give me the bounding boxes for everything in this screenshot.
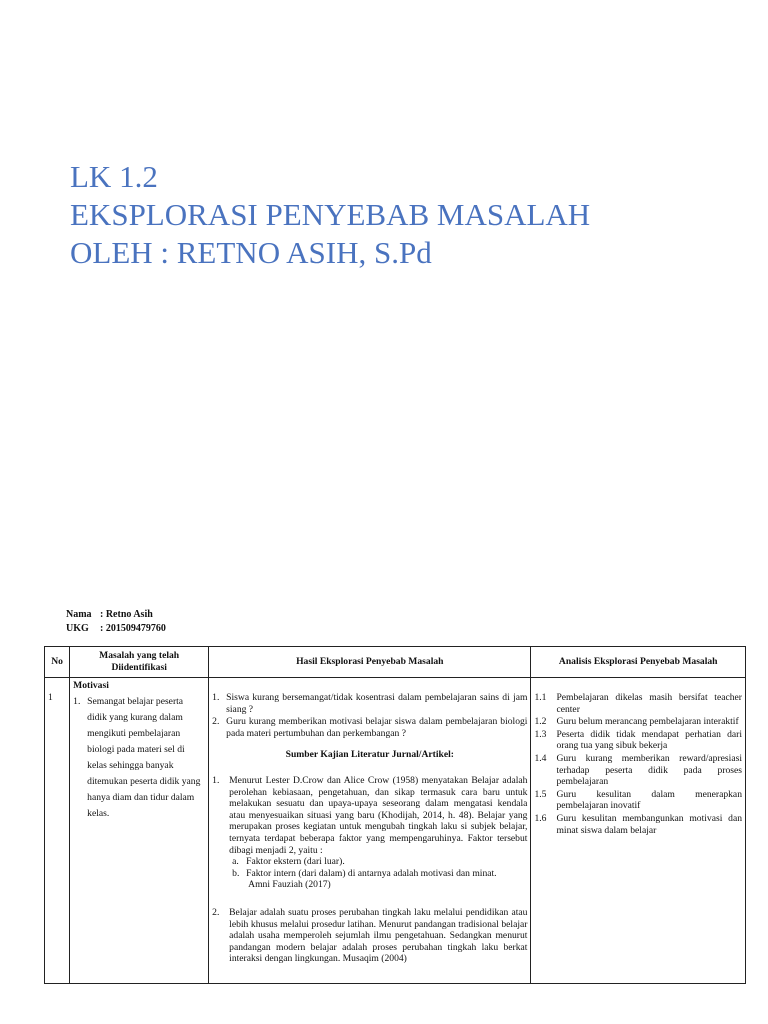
masalah-item-number: 1. bbox=[73, 695, 81, 707]
table-header-row bbox=[45, 647, 746, 678]
literature-entry-number: 2. bbox=[212, 906, 220, 918]
hasil-question-number: 1. bbox=[212, 692, 220, 703]
analisis-item-number: 1.6 bbox=[534, 812, 547, 824]
analisis-item bbox=[534, 716, 742, 728]
hasil-question-text: Guru kurang memberikan motivasi belajar siswa dalam pembelajaran biologi pada materi pertumbuhan dan perkembangan ? bbox=[226, 716, 528, 739]
sumber-heading: Sumber Kajian Literatur Jurnal/Artikel: bbox=[285, 749, 454, 761]
masalah-list bbox=[73, 694, 205, 822]
hasil-question bbox=[212, 716, 527, 739]
title-line-3: OLEH : RETNO ASIH, S.Pd bbox=[70, 235, 432, 270]
factor-list bbox=[212, 856, 527, 879]
header-analisis: Analisis Eksplorasi Penyebab Masalah bbox=[531, 647, 746, 678]
analisis-item-text: Pembelajaran dikelas masih bersifat teacher center bbox=[556, 692, 742, 715]
nama-value: : Retno Asih bbox=[100, 609, 153, 620]
analisis-list bbox=[534, 692, 742, 836]
literature-entry bbox=[212, 775, 527, 856]
analisis-item-text: Guru kurang memberikan reward/apresiasi terhadap peserta didik pada proses pembelajaran bbox=[556, 752, 742, 788]
header-no: No bbox=[45, 647, 70, 678]
analisis-item-number: 1.4 bbox=[534, 752, 547, 764]
analisis-item bbox=[534, 813, 742, 836]
row-number: 1 bbox=[45, 678, 70, 984]
analisis-cell bbox=[531, 678, 746, 984]
hasil-question-number: 2. bbox=[212, 716, 220, 728]
ukg-label: UKG bbox=[66, 623, 89, 634]
analisis-item bbox=[534, 789, 742, 812]
hasil-question bbox=[212, 692, 527, 715]
analisis-item-text: Guru belum merancang pembelajaran interaktif bbox=[556, 716, 739, 728]
literature-entry-text: Menurut Lester D.Crow dan Alice Crow (1958) menyatakan Belajar adalah perolehan kebiasaan, pengetahuan, dan sikap termasuk cara baru untuk melakukan sesuatu dan upaya-upaya seseorang dalam mengatasi kendala atau menyesuaikan situasi yang baru (Khodijah, 2014, h. 48). Belajar yang merupakan proses kegiatan untuk mengubah tingkah laku si subjek belajar, ternyata terdapat beberapa faktor yang mempengaruhinya. Faktor tersebut dibagi menjadi 2, yaitu : bbox=[229, 774, 528, 856]
factor-item bbox=[232, 868, 527, 880]
analisis-item bbox=[534, 692, 742, 715]
factor-item-number: a. bbox=[232, 856, 239, 868]
masalah-item-text: Semangat belajar peserta didik yang kurang dalam mengikuti pembelajaran biologi pada materi sel di kelas sehingga banyak ditemukan peserta didik yang hanya diam dan tidur dalam kelas. bbox=[87, 695, 201, 819]
masalah-heading: Motivasi bbox=[73, 680, 109, 691]
hasil-question-list bbox=[212, 692, 527, 739]
literature-item bbox=[212, 907, 527, 965]
analisis-item-text: Guru kesulitan membangunkan motivasi dan minat siswa dalam belajar bbox=[556, 812, 742, 836]
literature-entry-number: 1. bbox=[212, 774, 220, 786]
literature-list bbox=[212, 775, 527, 965]
title-line-2: EKSPLORASI PENYEBAB MASALAH bbox=[70, 197, 591, 232]
literature-item bbox=[212, 775, 527, 891]
document-title bbox=[70, 158, 590, 272]
analisis-item-text: Peserta didik tidak mendapat perhatian dari orang tua yang sibuk bekerja bbox=[556, 728, 742, 752]
analisis-item bbox=[534, 729, 742, 752]
author-info bbox=[66, 608, 166, 636]
literature-entry bbox=[212, 907, 527, 965]
hasil-cell bbox=[209, 678, 531, 984]
title-line-1: LK 1.2 bbox=[70, 159, 158, 194]
literature-entry-text: Belajar adalah suatu proses perubahan tingkah laku melalui pendidikan atau lebih khusus melalui prosedur latihan. Menurut pandangan tradisional belajar adalah usaha memperoleh sejumlah ilmu pengetahuan. Sedangkan menurut pandangan modern belajar adalah proses perubahan tingkah laku berkat interaksi dengan lingkungan. Musaqim (2004) bbox=[229, 906, 528, 965]
literature-author: Amni Fauziah (2017) bbox=[248, 879, 331, 891]
header-hasil: Hasil Eksplorasi Penyebab Masalah bbox=[209, 647, 531, 678]
factor-item-text: Faktor intern (dari dalam) di antarnya adalah motivasi dan minat. bbox=[246, 867, 497, 879]
ukg-value: : 201509479760 bbox=[100, 623, 166, 634]
analisis-item-number: 1.3 bbox=[534, 728, 547, 740]
nama-row bbox=[66, 608, 166, 622]
factor-item bbox=[232, 856, 527, 868]
analisis-item-text: Guru kesulitan dalam menerapkan pembelajaran inovatif bbox=[556, 788, 742, 812]
analisis-item-number: 1.2 bbox=[534, 716, 547, 728]
header-masalah: Masalah yang telah Diidentifikasi bbox=[70, 647, 209, 678]
analisis-item-number: 1.1 bbox=[534, 692, 547, 703]
nama-label: Nama bbox=[66, 609, 92, 620]
masalah-item bbox=[73, 694, 205, 822]
hasil-question-text: Siswa kurang bersemangat/tidak kosentrasi dalam pembelajaran sains di jam siang ? bbox=[226, 692, 528, 715]
factor-item-number: b. bbox=[232, 867, 240, 879]
exploration-table bbox=[44, 646, 746, 984]
analisis-item-number: 1.5 bbox=[534, 788, 547, 800]
table-row bbox=[45, 678, 746, 984]
analisis-item bbox=[534, 753, 742, 788]
ukg-row bbox=[66, 622, 166, 636]
masalah-cell bbox=[70, 678, 209, 984]
factor-item-text: Faktor ekstern (dari luar). bbox=[246, 856, 345, 868]
